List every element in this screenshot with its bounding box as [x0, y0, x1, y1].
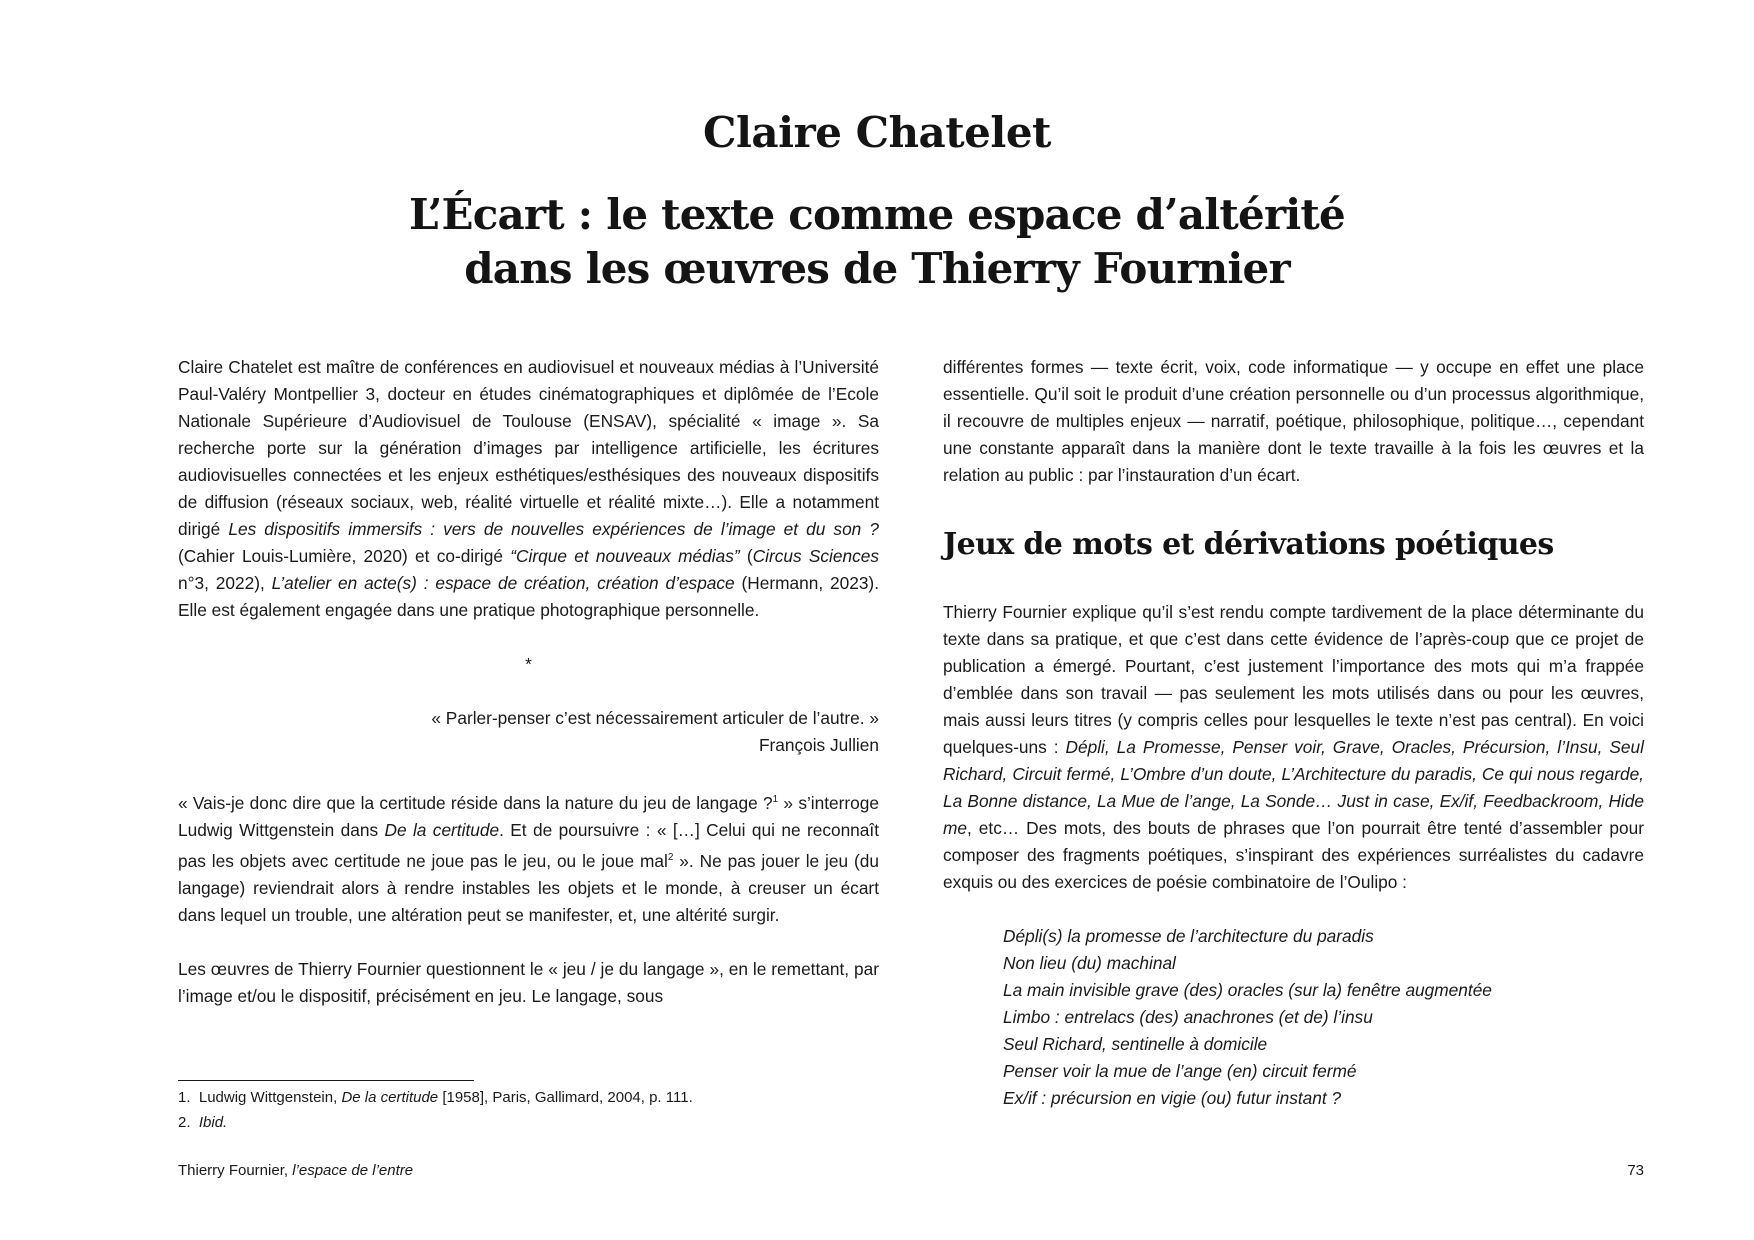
epigraph-attribution: François Jullien	[758, 735, 879, 755]
poem-line: La main invisible grave (des) oracles (sur la) fenêtre augmentée	[1003, 980, 1492, 1000]
footnote-divider	[178, 1080, 474, 1081]
poem	[943, 923, 1644, 1112]
running-footer: Thierry Fournier, l’espace de l’entre	[178, 1162, 414, 1179]
poem-line: Penser voir la mue de l’ange (en) circuit fermé	[1003, 1061, 1357, 1081]
poem-line: Limbo : entrelacs (des) anachrones (et de) l’insu	[1003, 1007, 1373, 1027]
left-column	[178, 354, 879, 1010]
body-paragraph: Thierry Fournier explique qu’il s’est rendu compte tardivement de la place déterminante du texte dans sa pratique, et que c’est dans cette évidence de l’après-coup que ce projet de publication a émergé. Pourtant, c’est justement l’importance des mots qui m’a frappée d’emblée dans son travail — pas seulement les mots utilisés dans ou pour les œuvres, mais aussi leurs titres (y compris celles pour lesquelles le texte n’est pas central). En voici quelques-uns : Dépli, La Promesse, Penser voir, Grave, Oracles, Précursion, l’Insu, Seul Richard, Circuit fermé, L’Ombre d’un doute, L’Architecture du paradis, Ce qui nous regarde, La Bonne distance, La Mue de l’ange, La Sonde… Just in case, Ex/if, Feedbackroom, Hide me, etc… Des mots, des bouts de phrases que l’on pourrait être tenté d’assembler pour composer des fragments poétiques, s’inspirant des expériences surréalistes du cadavre exquis ou des exercices de poésie combinatoire de l’Oulipo :	[943, 602, 1644, 892]
body-paragraph: différentes formes — texte écrit, voix, code informatique — y occupe en effet une place essentielle. Qu’il soit le produit d’une création personnelle ou d’un processus algorithmique, il recouvre de multiples enjeux — narratif, poétique, philosophique, politique…, cependant une constante apparaît dans la manière dont le texte travaille à la fois les œuvres et la relation au public : par l’instauration d’un écart.	[943, 357, 1644, 485]
poem-line: Dépli(s) la promesse de l’architecture du paradis	[1003, 926, 1374, 946]
page-number: 73	[1627, 1162, 1644, 1179]
right-column	[943, 354, 1644, 1112]
section-separator: *	[525, 654, 532, 674]
footnote-ref-2[interactable]: 2	[667, 851, 674, 863]
epigraph	[178, 705, 879, 759]
article-title-line-1: L’Écart : le texte comme espace d’altérité	[409, 190, 1345, 239]
body-paragraph: « Vais-je donc dire que la certitude réside dans la nature du jeu de langage ?$^1$ » s’interroge Ludwig Wittgenstein dans De la certitude. Et de poursuivre : « […] Celui qui ne reconnaît pas les objets avec certitude ne joue pas le jeu, ou le joue mal$^2$ ». Ne pas jouer le jeu (du langage) reviendrait alors à rendre instables les objets et le monde, à creuser un écart dans lequel un trouble, une altération peut se manifester, et, une altérité surgir.	[178, 792, 880, 925]
author-name: Claire Chatelet	[703, 108, 1051, 157]
author-bio: Claire Chatelet est maître de conférences en audiovisuel et nouveaux médias à l’Université Paul-Valéry Montpellier 3, docteur en études cinématographiques et diplômée de l’Ecole Nationale Supérieure d’Audiovisuel de Toulouse (ENSAV), spécialité « image ». Sa recherche porte sur la génération d’images par intelligence artificielle, les écritures audiovisuelles connectées et les enjeux esthétiques/esthésiques des nouveaux dispositifs de diffusion (réseaux sociaux, web, réalité virtuelle et réalité mixte…). Elle a notamment dirigé Les dispositifs immersifs : vers de nouvelles expériences de l’image et du son ? (Cahier Louis-Lumière, 2020) et co-dirigé “Cirque et nouveaux médias” (Circus Sciences n°3, 2022), L’atelier en acte(s) : espace de création, création d’espace (Hermann, 2023). Elle est également engagée dans une pratique photographique personnelle.	[178, 357, 880, 620]
footnotes	[178, 1080, 879, 1135]
footnote-2: 2. Ibid.	[178, 1114, 228, 1131]
poem-line: Non lieu (du) machinal	[1003, 953, 1176, 973]
poem-line: Seul Richard, sentinelle à domicile	[1003, 1034, 1268, 1054]
section-heading: Jeux de mots et dérivations poétiques	[943, 527, 1554, 562]
footnote-1: 1. Ludwig Wittgenstein, De la certitude [1958], Paris, Gallimard, 2004, p. 111.	[178, 1089, 693, 1106]
article-title-line-2: dans les œuvres de Thierry Fournier	[464, 244, 1290, 293]
poem-line: Ex/if : précursion en vigie (ou) futur instant ?	[1003, 1088, 1342, 1108]
article-title	[0, 188, 1754, 296]
footnote-ref-1[interactable]: 1	[772, 794, 779, 805]
epigraph-quote: « Parler-penser c’est nécessairement articuler de l’autre. »	[431, 708, 879, 728]
body-paragraph: Les œuvres de Thierry Fournier questionnent le « jeu / je du langage », en le remettant, par l’image et/ou le dispositif, précisément en jeu. Le langage, sous	[178, 958, 879, 1006]
